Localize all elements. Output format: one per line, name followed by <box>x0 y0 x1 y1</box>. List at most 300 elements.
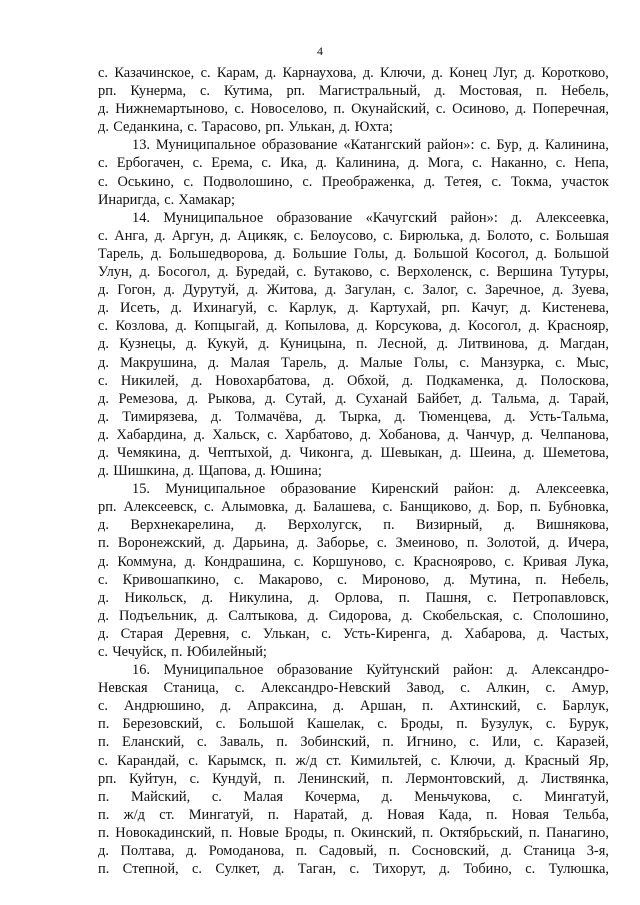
word: Сполошино, <box>532 607 609 624</box>
word: п. <box>381 770 394 787</box>
text-line <box>98 390 609 408</box>
word: Наканно, <box>490 155 547 172</box>
text-line <box>98 82 609 100</box>
word: Полоскова, <box>540 372 609 389</box>
word: Большедворова, <box>168 245 268 262</box>
word: Кунерма, <box>130 83 187 100</box>
word: д. <box>447 426 459 443</box>
word: Кундуй, <box>212 770 262 787</box>
word: Тельба, <box>563 806 609 823</box>
word: Косогол, <box>475 245 529 262</box>
paragraph-first-line <box>98 136 609 154</box>
word: Бирюлька, <box>399 227 464 244</box>
word: Чемякина, <box>116 444 181 461</box>
word: д. <box>424 173 435 190</box>
word: Тарель, <box>280 354 327 371</box>
word: д. <box>274 245 286 262</box>
word: с. <box>267 300 278 317</box>
word: Балашева, <box>313 499 376 516</box>
word: с. <box>189 770 200 787</box>
word: п. <box>422 824 434 841</box>
word: район: <box>453 662 494 679</box>
word: д. <box>500 843 512 860</box>
word: п. <box>422 698 434 715</box>
word: д. <box>98 300 109 317</box>
word: д. <box>184 553 196 570</box>
text-line <box>98 553 609 571</box>
word: Копылова, <box>284 318 350 335</box>
word: д. <box>247 282 259 299</box>
word: Усть-Тальма, <box>528 408 609 425</box>
word: д. <box>337 354 349 371</box>
word: Тюменцева, <box>418 408 492 425</box>
word: д. <box>254 463 266 480</box>
word: д. <box>524 65 536 81</box>
word: д. <box>315 155 327 172</box>
text-line <box>98 498 609 516</box>
word: Дурутуй, <box>183 282 239 299</box>
word: Аршан, <box>359 698 407 715</box>
word: с. <box>187 119 198 136</box>
word: с. <box>377 535 387 552</box>
word: «Катангский <box>343 137 422 154</box>
word: д. <box>522 426 534 443</box>
word: д. <box>98 589 109 606</box>
word: д. <box>185 336 197 353</box>
word: Голы, <box>413 354 449 371</box>
word: Окунайский, <box>351 101 430 118</box>
word: с. <box>512 788 523 805</box>
word: д. <box>98 517 109 534</box>
word: д. <box>515 101 527 118</box>
word: Чиконга, <box>299 444 354 461</box>
word: п. <box>295 843 308 860</box>
word: д. <box>548 535 560 552</box>
word: Рыкова, <box>207 390 256 407</box>
word: Новая <box>511 806 549 823</box>
word: Толмачёва, <box>235 408 303 425</box>
word: Усть-Киренга, <box>342 625 430 642</box>
word: Частых, <box>560 625 609 642</box>
word: Бузулук, <box>480 716 533 733</box>
word: с. <box>469 734 480 751</box>
word: Гогон, <box>117 282 156 299</box>
text-line <box>98 408 609 426</box>
word: образование <box>276 662 353 679</box>
word: Скобельская, <box>422 607 503 624</box>
text-line <box>98 64 609 82</box>
word: Буредай, <box>235 264 290 281</box>
text-line <box>98 372 609 390</box>
word: Дарьина, <box>233 535 289 552</box>
word: с. <box>98 571 108 588</box>
word: д. <box>208 354 220 371</box>
word: с. <box>197 734 208 751</box>
text-line <box>98 806 609 824</box>
text-line <box>98 299 609 317</box>
word: с. <box>302 173 313 190</box>
word: Казачинское, <box>114 65 195 81</box>
word: д. <box>186 843 198 860</box>
word: Бур, <box>496 137 523 154</box>
word: д. <box>98 119 109 136</box>
word: Лесной, <box>377 336 427 353</box>
word: Токма, <box>511 173 552 190</box>
word: с. <box>192 155 203 172</box>
word: Березовский, <box>122 716 203 733</box>
word: д. <box>537 625 549 642</box>
word: Качуг, <box>471 300 509 317</box>
word: Улькан, <box>262 625 310 642</box>
word: Верхнекарелина, <box>130 517 235 534</box>
word: Сосновский, <box>411 843 490 860</box>
word: д. <box>255 517 267 534</box>
word: с. <box>479 264 490 281</box>
word: Тимирязева, <box>122 408 198 425</box>
word: с. <box>98 752 108 769</box>
word: Челпанова, <box>540 426 609 443</box>
word: Никольск, <box>124 589 187 606</box>
word: Луг, <box>493 65 518 81</box>
word: д. <box>98 336 109 353</box>
word: Юбилейный; <box>186 644 267 660</box>
word: с. <box>183 173 194 190</box>
word: д. <box>98 282 109 299</box>
page-number: 4 <box>317 44 323 58</box>
word: Кузнецы, <box>119 336 176 353</box>
word: образование <box>261 137 338 154</box>
word: д. <box>98 463 109 480</box>
word: Шевыкан, <box>380 444 443 461</box>
word: п. <box>171 644 183 660</box>
word: д. <box>307 607 319 624</box>
text-line <box>98 625 609 643</box>
word: Завод, <box>406 680 445 697</box>
text-line <box>98 317 609 335</box>
word: Алексеевка, <box>535 481 609 498</box>
word: д. <box>437 336 448 353</box>
word: Малая <box>230 354 270 371</box>
word: д. <box>333 698 345 715</box>
word: Тихорут, <box>372 861 426 878</box>
text-line <box>98 752 609 770</box>
word: Ленинский, <box>297 770 370 787</box>
text-line <box>98 715 609 733</box>
word: д. <box>210 408 222 425</box>
word: д. <box>264 390 276 407</box>
text-line <box>98 770 609 788</box>
word: д. <box>528 137 540 154</box>
word: Ерема, <box>211 155 253 172</box>
word: с. <box>293 227 304 244</box>
word: Орлова, <box>334 589 384 606</box>
paragraph-first-line <box>98 209 609 227</box>
word: д. <box>98 843 109 860</box>
word: Манзурка, <box>480 354 545 371</box>
word: Станица <box>523 843 576 860</box>
word: с. <box>98 155 108 172</box>
word: п. <box>382 734 394 751</box>
word: Шеметова, <box>542 444 609 461</box>
text-line <box>98 462 609 480</box>
word: Мингатуй, <box>544 788 609 805</box>
word: с. <box>459 354 470 371</box>
word: Хальск, <box>212 426 260 443</box>
word: Вишнякова, <box>536 517 609 534</box>
word: с. <box>504 553 515 570</box>
word: Байбет, <box>417 390 462 407</box>
word: Чептыхой, <box>207 444 273 461</box>
word: рп. <box>98 770 117 787</box>
word: д. <box>175 318 187 335</box>
word: д. <box>193 426 205 443</box>
word: с. <box>98 372 108 389</box>
word: Житова, <box>266 282 318 299</box>
word: Окинский, <box>350 824 417 841</box>
word: д. <box>335 390 347 407</box>
word: д. <box>528 318 540 335</box>
word: Красный <box>524 752 580 769</box>
word: д. <box>265 65 277 81</box>
word: д. <box>280 444 292 461</box>
word: с. <box>98 698 108 715</box>
word: д. <box>187 390 199 407</box>
word: с. <box>472 155 483 172</box>
word: Меньчукова, <box>414 788 491 805</box>
word: с. <box>321 625 332 642</box>
word: Большой <box>553 245 609 262</box>
word: д. <box>98 408 109 425</box>
word: Кочерма, <box>304 788 361 805</box>
word: с. <box>164 191 175 208</box>
word: Када, <box>438 806 472 823</box>
word: Змеиново, <box>395 535 459 552</box>
word: Хамакар; <box>178 191 236 208</box>
word: Невская <box>98 680 148 697</box>
word: д. <box>504 752 516 769</box>
word: Тобино, <box>463 861 512 878</box>
word: п. <box>273 770 286 787</box>
word: д. <box>170 300 182 317</box>
text-line <box>98 860 609 878</box>
word: Александро- <box>531 662 609 679</box>
word: Новые <box>238 824 279 841</box>
word: Зуева, <box>571 282 609 299</box>
text-line <box>98 173 609 191</box>
word: Таган, <box>297 861 337 878</box>
word: с. <box>460 680 471 697</box>
word: с. <box>512 607 523 624</box>
word: д. <box>519 300 531 317</box>
word: с. <box>430 752 441 769</box>
word: Большой <box>413 245 469 262</box>
word: Лука, <box>575 553 609 570</box>
word: Косогол, <box>467 318 522 335</box>
word: Тарель, <box>98 245 144 262</box>
word: Макрушина, <box>120 354 197 371</box>
word: Тутуры, <box>559 264 609 281</box>
word: Муниципальное <box>165 481 266 498</box>
word: п. <box>383 517 395 534</box>
word: д. <box>217 264 229 281</box>
word: д. <box>98 444 109 461</box>
word: Бубновка, <box>548 499 609 516</box>
word: Голы, <box>353 245 389 262</box>
word: д. <box>202 589 214 606</box>
word: п. <box>98 716 110 733</box>
word: Муниципальное <box>163 662 264 679</box>
word: с. <box>234 680 245 697</box>
word: Харбатово, <box>284 426 353 443</box>
word: д. <box>506 662 518 679</box>
word: Новая <box>387 806 425 823</box>
word: д. <box>471 390 483 407</box>
word: Кукуй, <box>207 336 249 353</box>
word: с. <box>525 861 536 878</box>
word: Мога, <box>427 155 464 172</box>
word: Непа, <box>574 155 609 172</box>
word: п. <box>466 535 479 552</box>
word: п. <box>333 101 345 118</box>
word: Чечуйск, <box>112 644 167 660</box>
word: ж/д <box>295 752 318 769</box>
word: Козлова, <box>115 318 169 335</box>
word: Новокадинский, <box>115 824 216 841</box>
word: Полтава, <box>120 843 175 860</box>
word: Калинина, <box>335 155 400 172</box>
word: 16. <box>132 662 150 679</box>
word: д. <box>183 463 195 480</box>
word: Щапова, <box>198 463 251 480</box>
word: п. <box>275 752 287 769</box>
word: д. <box>431 65 443 81</box>
word: Тырка, <box>339 408 382 425</box>
word: рп. <box>441 300 461 317</box>
word: п. <box>267 806 280 823</box>
word: Кривошапкино, <box>122 571 220 588</box>
word: д. <box>449 318 461 335</box>
word: Алексеевск, <box>123 499 198 516</box>
word: Осиново, <box>452 101 510 118</box>
word: Большая <box>555 227 609 244</box>
word: Тулюшка, <box>548 861 609 878</box>
word: д. <box>188 444 200 461</box>
word: Муниципальное <box>155 137 256 154</box>
word: д. <box>207 607 219 624</box>
word: с. <box>188 752 199 769</box>
word: Лермонтовский, <box>405 770 506 787</box>
word: Андрюшино, <box>123 698 205 715</box>
word: Коротково, <box>541 65 609 81</box>
word: Еланский, <box>121 734 185 751</box>
word: п. <box>486 806 498 823</box>
text-line <box>98 281 609 299</box>
text-line <box>98 643 609 661</box>
word: Ремезова, <box>118 390 178 407</box>
word: Вершина <box>496 264 553 281</box>
word: Броды, <box>284 824 328 841</box>
text-line <box>98 354 609 372</box>
word: Алексеевка, <box>535 209 609 226</box>
word: с. <box>200 65 211 81</box>
word: Листвянка, <box>541 770 609 787</box>
word: п. <box>221 824 233 841</box>
word: д. <box>503 517 515 534</box>
text-line <box>98 426 609 444</box>
word: с. <box>403 282 414 299</box>
word: с. <box>261 155 272 172</box>
word: участок <box>561 173 609 190</box>
word: п. <box>535 571 547 588</box>
word: Карнаухова, <box>282 65 357 81</box>
word: д. <box>552 282 564 299</box>
word: с. <box>382 227 393 244</box>
word: п. <box>98 788 110 805</box>
word: Новохарбатова, <box>215 372 311 389</box>
word: Хобанова, <box>378 426 441 443</box>
word: п. <box>333 824 345 841</box>
word: д. <box>266 318 278 335</box>
word: Броды, <box>400 716 444 733</box>
word: д. <box>98 625 109 642</box>
word: д. <box>516 372 528 389</box>
text-line <box>98 191 609 209</box>
word: д. <box>394 408 406 425</box>
word: д. <box>213 535 225 552</box>
word: д. <box>98 390 109 407</box>
word: Обхой, <box>346 372 390 389</box>
word: Болото, <box>486 227 534 244</box>
word: 13. <box>132 137 150 154</box>
word: Улун, <box>98 264 133 281</box>
word: Зобинский, <box>300 734 370 751</box>
word: с. <box>533 734 544 751</box>
word: ж/д <box>123 806 145 823</box>
word: Станица, <box>163 680 219 697</box>
word: 3-я, <box>586 843 609 860</box>
word: с. <box>536 698 547 715</box>
word: с. <box>233 571 244 588</box>
word: с. <box>98 644 108 660</box>
word: п. <box>98 806 110 823</box>
word: д. <box>441 625 453 642</box>
word: Верхоленск, <box>397 264 473 281</box>
word: Магдан, <box>559 336 609 353</box>
word: Старая <box>120 625 164 642</box>
word: с. <box>215 716 226 733</box>
word: Подволошино, <box>203 173 293 190</box>
word: Макарово, <box>258 571 323 588</box>
word: Литвинова, <box>458 336 529 353</box>
word: Мингатуй, <box>188 806 254 823</box>
word: Алкин, <box>486 680 530 697</box>
word: Карам, <box>216 65 259 81</box>
word: Игнино, <box>406 734 457 751</box>
word: д. <box>395 245 407 262</box>
word: Юхта; <box>354 119 394 136</box>
word: Копцыгай, <box>194 318 259 335</box>
word: ст. <box>159 806 175 823</box>
word: Хабарова, <box>464 625 526 642</box>
word: п. <box>98 824 110 841</box>
word: Подъельник, <box>119 607 198 624</box>
word: д. <box>163 282 175 299</box>
word: Апраксина, <box>247 698 318 715</box>
word: с. <box>555 354 566 371</box>
text-line <box>98 227 609 245</box>
word: д. <box>362 65 374 81</box>
word: 14. <box>132 209 150 226</box>
